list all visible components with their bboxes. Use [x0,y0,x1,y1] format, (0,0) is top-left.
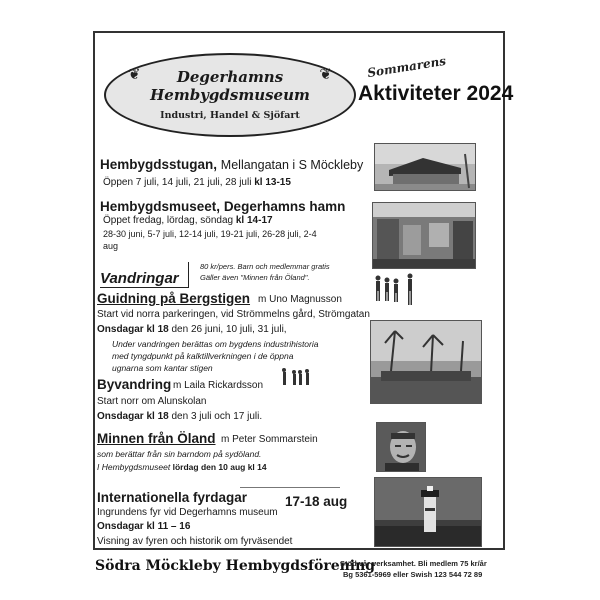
museet-title: Hembygdsmuseet, [100,199,221,214]
walkers-illustration [280,367,312,387]
minnen-date: lördag den 10 aug kl 14 [172,462,267,472]
minnen-desc-line [97,462,267,472]
bergstigen-desc-1: Under vandringen berättas om bygdens industrihistoria [112,339,319,349]
sommarens-label: Sommarens [366,53,447,81]
association-name: Södra Möckleby Hembygdsförening [95,558,376,574]
minnen-desc-1: som berättar från sin barndom på sydöland. [97,449,262,459]
minnen-guide: m Peter Sommarstein [221,434,318,445]
vandringar-note-1: 80 kr/pers. Barn och medlemmar gratis [200,262,330,271]
stugan-heading [100,157,363,172]
museet-open-line [103,215,273,226]
minnen-desc-2: I Hembygdsmuseet [97,462,171,472]
byvandring-dates: den 3 juli och 17 juli. [171,411,263,422]
stugan-time: kl 13-15 [254,177,291,188]
fyrdagar-when [97,521,190,532]
logo-subtitle: Industri, Handel & Sjöfart [160,110,300,121]
left-ornament-icon: ❦ [128,66,141,83]
stugan-dates: Öppen 7 juli, 14 juli, 21 juli, 28 juli [103,177,252,188]
payment-details: Bg 5361-5969 eller Swish 123 544 72 89 [343,570,483,579]
portrait-photo [376,422,426,472]
vandringar-title: Vandringar [100,270,179,287]
museet-dates-2: aug [103,241,119,251]
bergstigen-when [97,324,287,335]
vandringar-bracket [188,262,189,288]
hikers-illustration [372,272,418,310]
walkers-icon [280,367,312,387]
hikers-icon [372,272,418,310]
fyrdagar-title: Internationella fyrdagar [97,490,248,505]
stugan-location: Mellangatan i S Möckleby [220,158,364,172]
vandringar-note-2: Gäller även "Minnen från Öland". [200,273,310,282]
museet-interior-photo [372,202,476,269]
fyrdagar-line1: Ingrundens fyr vid Degerhamns museum [97,507,278,518]
right-ornament-icon: ❦ [319,66,332,83]
membership-note: Stöd vår verksamhet. Bli medlem 75 kr/år [340,559,487,568]
bergstigen-desc-3: ugnarna som kantar stigen [112,363,213,373]
byvandring-start: Start norr om Alunskolan [97,396,207,407]
stugan-title: Hembygdsstugan, [100,157,218,172]
house-image [375,144,476,191]
bergstigen-photo [370,320,482,404]
logo-line2: Hembygdsmuseum [150,86,310,104]
bergstigen-dates: den 26 juni, 10 juli, 31 juli, [171,324,287,335]
museet-heading [100,199,345,214]
fyrdagar-dates: 17-18 aug [285,494,348,509]
bergstigen-days: Onsdagar kl 18 [97,324,169,335]
landscape-image [371,321,482,404]
museum-logo [104,53,356,137]
byvandring-days: Onsdagar kl 18 [97,411,169,422]
lighthouse-image [375,478,482,547]
portrait-image [377,423,426,472]
bergstigen-start: Start vid norra parkeringen, vid Strömmelns gård, Strömgatan [97,309,370,320]
museet-time: kl 14-17 [235,215,273,226]
stugan-dates-line [103,177,291,188]
byvandring-when [97,411,262,422]
minnen-title: Minnen från Öland [97,431,216,446]
byvandring-guide: m Laila Rickardsson [173,380,264,391]
interior-image [373,203,476,269]
section-divider [240,487,340,488]
stugan-photo [374,143,476,191]
fyrdagar-line3: Visning av fyren och historik om fyrväsendet [97,536,293,547]
bergstigen-guide: m Uno Magnusson [258,294,342,305]
museet-dates-1: 28-30 juni, 5-7 juli, 12-14 juli, 19-21 juli, 26-28 juli, 2-4 [103,229,317,239]
vandringar-underline [100,287,188,288]
bergstigen-title: Guidning på Bergstigen [97,291,251,306]
page-title: Aktiviteter 2024 [358,82,514,105]
bergstigen-desc-2: med tyngdpunkt på kalktillverkningen i de öppna [112,351,294,361]
museet-location: Degerhamns hamn [223,199,346,214]
museet-open: Öppet fredag, lördag, söndag [103,215,234,226]
byvandring-title: Byvandring [97,377,172,392]
logo-line1: Degerhamns [176,68,284,86]
fyrdagar-days: Onsdagar kl 11 – 16 [97,521,191,532]
lighthouse-photo [374,477,482,547]
